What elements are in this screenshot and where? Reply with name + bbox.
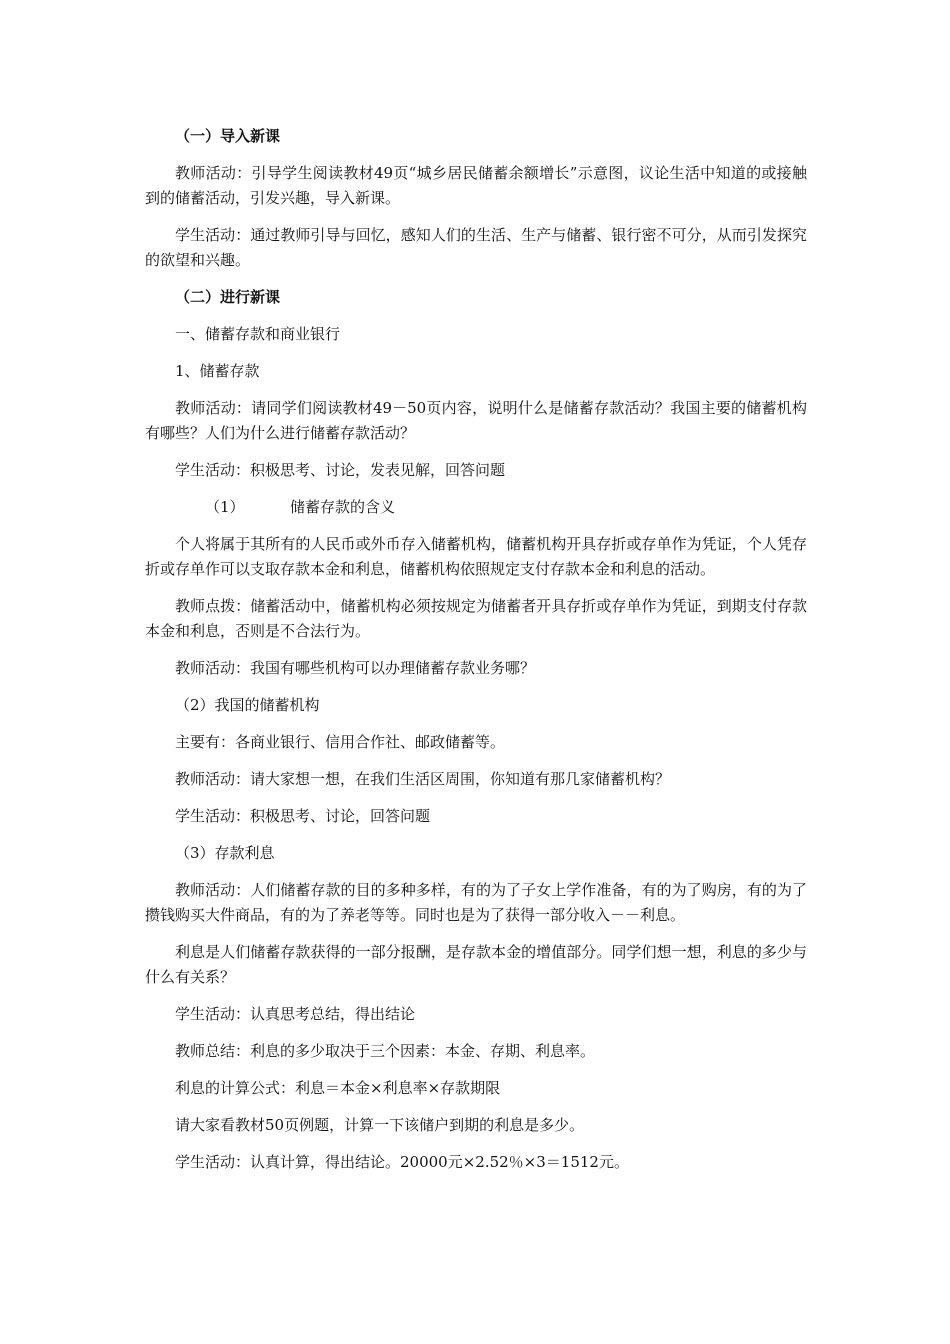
- paragraph-item-1: [145, 495, 807, 520]
- paragraph-institutions: 主要有：各商业银行、信用合作社、邮政储蓄等。: [175, 733, 506, 751]
- paragraph-teacher-question: 教师活动：我国有哪些机构可以办理储蓄存款业务哪？: [175, 659, 536, 677]
- paragraph-interest-definition: 利息是人们储蓄存款获得的一部分报酬，是存款本金的增值部分。同学们想一想，利息的多少与什么有关系？: [145, 943, 807, 986]
- paragraph-teacher-reading: 教师活动：请同学们阅读教材49－50页内容，说明什么是储蓄存款活动？我国主要的储蓄机构有哪些？人们为什么进行储蓄存款活动？: [145, 399, 807, 442]
- item-title: 储蓄存款的含义: [290, 498, 396, 516]
- paragraph-student-conclude: 学生活动：认真思考总结，得出结论: [175, 1005, 416, 1023]
- paragraph-student-discuss: 学生活动：积极思考、讨论，发表见解，回答问题: [175, 461, 506, 479]
- paragraph-teacher-hint: 教师点拨：储蓄活动中，储蓄机构必须按规定为储蓄者开具存折或存单作为凭证，到期支付存款本金和利息，否则是不合法行为。: [145, 597, 807, 640]
- paragraph-item-3: （3）存款利息: [175, 844, 275, 862]
- paragraph-calculation: 学生活动：认真计算，得出结论。20000元×2.52％×3＝1512元。: [175, 1153, 629, 1171]
- paragraph-student-intro: 学生活动：通过教师引导与回忆，感知人们的生活、生产与储蓄、银行密不可分，从而引发探究的欲望和兴趣。: [145, 226, 807, 269]
- item-number: （1）: [205, 498, 245, 516]
- paragraph-teacher-intro: 教师活动：引导学生阅读教材49页“城乡居民储蓄余额增长”示意图，议论生活中知道的或接触到的储蓄活动，引发兴趣，导入新课。: [145, 164, 807, 207]
- paragraph-formula: 利息的计算公式：利息＝本金×利息率×存款期限: [175, 1079, 501, 1097]
- section-heading-intro: （一）导入新课: [175, 127, 281, 145]
- paragraph-student-answer: 学生活动：积极思考、讨论，回答问题: [175, 807, 431, 825]
- paragraph-teacher-purpose: 教师活动：人们储蓄存款的目的多种多样，有的为了子女上学作准备，有的为了购房，有的为了攒钱购买大件商品，有的为了养老等等。同时也是为了获得一部分收入－－利息。: [145, 881, 807, 924]
- paragraph-definition: 个人将属于其所有的人民币或外币存入储蓄机构，储蓄机构开具存折或存单作为凭证，个人凭存折或存单作可以支取存款本金和利息，储蓄机构依照规定支付存款本金和利息的活动。: [145, 535, 807, 578]
- paragraph-item-2: （2）我国的储蓄机构: [175, 696, 320, 714]
- document-body: [145, 124, 807, 1187]
- paragraph-teacher-think: 教师活动：请大家想一想，在我们生活区周围，你知道有那几家储蓄机构？: [175, 770, 671, 788]
- paragraph-subtopic-savings: 1、储蓄存款: [175, 362, 260, 380]
- paragraph-teacher-summary: 教师总结：利息的多少取决于三个因素：本金、存期、利息率。: [175, 1042, 596, 1060]
- paragraph-example: 请大家看教材50页例题，计算一下该储户到期的利息是多少。: [175, 1116, 585, 1134]
- section-heading-new-lesson: （二）进行新课: [175, 288, 281, 306]
- paragraph-topic-one: 一、储蓄存款和商业银行: [175, 325, 341, 343]
